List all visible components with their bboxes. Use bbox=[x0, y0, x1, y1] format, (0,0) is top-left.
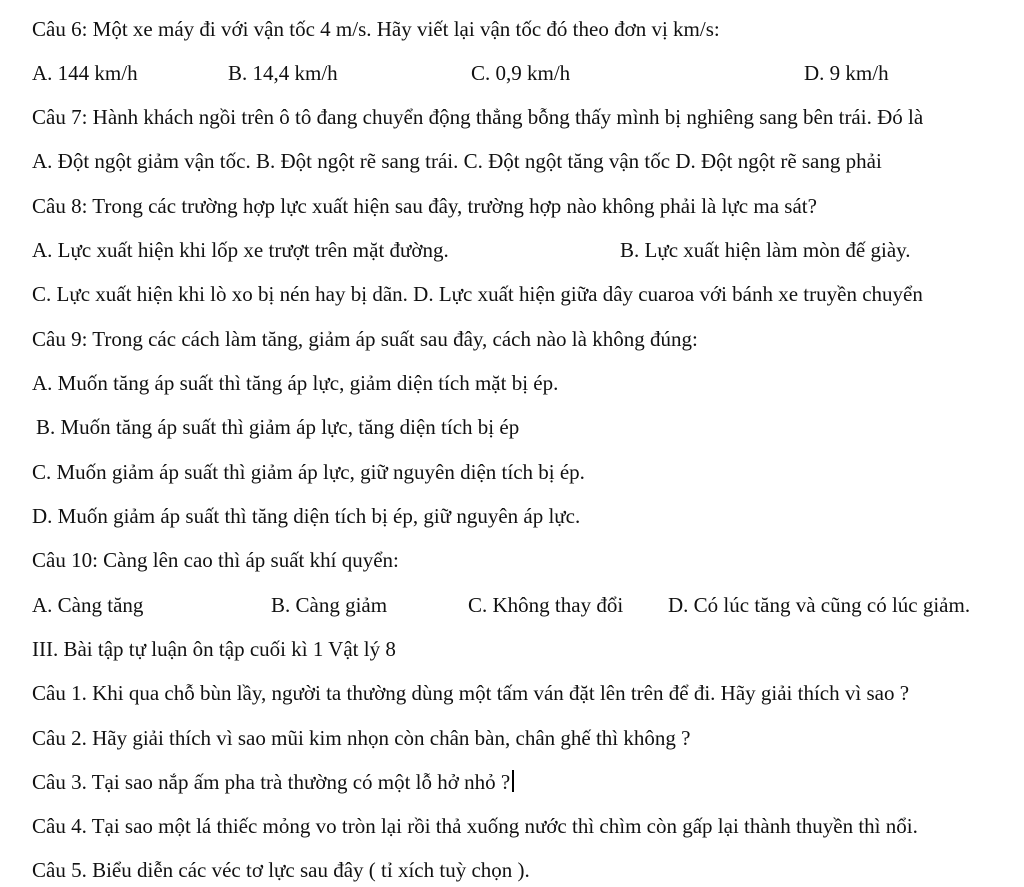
q8-options-cd: C. Lực xuất hiện khi lò xo bị nén hay bị dãn. D. Lực xuất hiện giữa dây cuaroa với bánh xe truyền chuyển bbox=[32, 282, 923, 306]
essay-question-5: Câu 5. Biểu diễn các véc tơ lực sau đây ( tỉ xích tuỳ chọn ). bbox=[32, 858, 530, 882]
essay-question-3-row[interactable] bbox=[32, 769, 514, 795]
text-cursor bbox=[512, 770, 514, 792]
q8-option-b: B. Lực xuất hiện làm mòn đế giày. bbox=[620, 238, 911, 262]
q6-option-d: D. 9 km/h bbox=[804, 61, 889, 85]
q9-option-b: B. Muốn tăng áp suất thì giảm áp lực, tăng diện tích bị ép bbox=[36, 415, 520, 439]
q10-option-c: C. Không thay đổi bbox=[468, 593, 624, 617]
question-9: Câu 9: Trong các cách làm tăng, giảm áp suất sau đây, cách nào là không đúng: bbox=[32, 327, 698, 351]
essay-question-3: Câu 3. Tại sao nắp ấm pha trà thường có một lỗ hở nhỏ ? bbox=[32, 770, 511, 794]
q6-option-b: B. 14,4 km/h bbox=[228, 61, 338, 85]
q9-option-c: C. Muốn giảm áp suất thì giảm áp lực, giữ nguyên diện tích bị ép. bbox=[32, 460, 585, 484]
q9-option-a: A. Muốn tăng áp suất thì tăng áp lực, giảm diện tích mặt bị ép. bbox=[32, 371, 559, 395]
essay-question-2: Câu 2. Hãy giải thích vì sao mũi kim nhọn còn chân bàn, chân ghế thì không ? bbox=[32, 726, 691, 750]
q6-option-a: A. 144 km/h bbox=[32, 61, 138, 85]
q8-option-a: A. Lực xuất hiện khi lốp xe trượt trên mặt đường. bbox=[32, 238, 449, 262]
q6-option-c: C. 0,9 km/h bbox=[471, 61, 571, 85]
question-6: Câu 6: Một xe máy đi với vận tốc 4 m/s. Hãy viết lại vận tốc đó theo đơn vị km/s: bbox=[32, 17, 720, 41]
q10-option-b: B. Càng giảm bbox=[271, 593, 388, 617]
section-3-heading: III. Bài tập tự luận ôn tập cuối kì 1 Vật lý 8 bbox=[32, 637, 396, 661]
q10-option-d: D. Có lúc tăng và cũng có lúc giảm. bbox=[668, 593, 971, 617]
essay-question-1: Câu 1. Khi qua chỗ bùn lầy, người ta thường dùng một tấm ván đặt lên trên để đi. Hãy giải thích vì sao ? bbox=[32, 681, 910, 705]
q7-options: A. Đột ngột giảm vận tốc. B. Đột ngột rẽ sang trái. C. Đột ngột tăng vận tốc D. Đột ngột rẽ sang phải bbox=[32, 149, 882, 173]
essay-question-4: Câu 4. Tại sao một lá thiếc mỏng vo tròn lại rồi thả xuống nước thì chìm còn gấp lại thành thuyền thì nổi. bbox=[32, 814, 918, 838]
question-7: Câu 7: Hành khách ngồi trên ô tô đang chuyển động thẳng bỗng thấy mình bị nghiêng sang bên trái. Đó là bbox=[32, 105, 924, 129]
question-10: Câu 10: Càng lên cao thì áp suất khí quyển: bbox=[32, 548, 399, 572]
q9-option-d: D. Muốn giảm áp suất thì tăng diện tích bị ép, giữ nguyên áp lực. bbox=[32, 504, 581, 528]
question-8: Câu 8: Trong các trường hợp lực xuất hiện sau đây, trường hợp nào không phải là lực ma sát? bbox=[32, 194, 817, 218]
q10-option-a: A. Càng tăng bbox=[32, 593, 144, 617]
